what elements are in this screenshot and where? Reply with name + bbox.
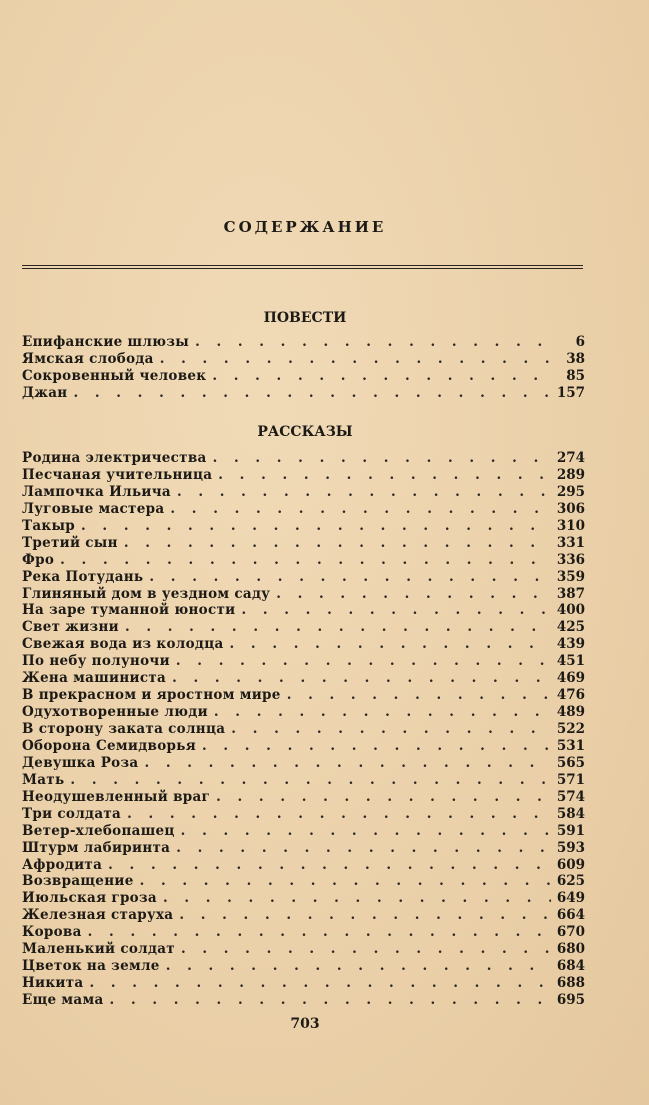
dot-leader	[181, 823, 551, 840]
toc-entry	[22, 535, 585, 552]
toc-entry-title: В прекрасном и яростном мире	[22, 687, 281, 704]
dot-leader	[176, 653, 551, 670]
toc-entry-title: На заре туманной юности	[22, 602, 236, 619]
title-rule-top	[22, 265, 583, 266]
toc-entry	[22, 772, 585, 789]
toc-entry-title: Три солдата	[22, 805, 122, 822]
toc-entry	[22, 890, 585, 907]
toc-entry-title: Ветер-хлебопашец	[22, 822, 175, 839]
toc-entry-title: Песчаная учительница	[22, 466, 213, 483]
dot-leader	[70, 772, 550, 789]
toc-entry-page: 85	[566, 367, 585, 384]
toc-entry	[22, 924, 585, 941]
toc-entry-page: 649	[556, 890, 585, 907]
toc-entry-page: 591	[556, 822, 585, 839]
dot-leader	[212, 368, 551, 385]
toc-entry	[22, 334, 585, 351]
toc-entry-page: 680	[556, 941, 585, 958]
toc-entry-title: Одухотворенные люди	[22, 704, 208, 721]
dot-leader	[60, 552, 551, 569]
toc-entry-title: Цветок на земле	[22, 958, 160, 975]
page-number: 703	[290, 1016, 320, 1032]
dot-leader	[287, 687, 551, 704]
toc-entry	[22, 484, 585, 501]
toc-entry-page: 387	[556, 585, 585, 602]
dot-leader	[144, 755, 550, 772]
toc-entry	[22, 992, 585, 1009]
toc-entry-page: 670	[556, 924, 585, 941]
toc-entry-page: 306	[556, 500, 585, 517]
toc-entry-title: Штурм лабиринта	[22, 839, 171, 856]
toc-entry	[22, 385, 585, 402]
toc-entry-title: Луговые мастера	[22, 500, 165, 517]
toc-entry-page: 359	[556, 568, 585, 585]
section-heading-povesti: ПОВЕСТИ	[263, 310, 347, 326]
toc-entry-page: 574	[556, 788, 585, 805]
toc-entry	[22, 789, 585, 806]
toc-entry-title: Афродита	[22, 856, 103, 873]
toc-list-povesti	[22, 334, 585, 402]
toc-entry-title: Свет жизни	[22, 619, 119, 636]
toc-entry-title: Лампочка Ильича	[22, 483, 171, 500]
toc-entry	[22, 941, 585, 958]
toc-entry-page: 625	[556, 873, 585, 890]
toc-entry	[22, 636, 585, 653]
toc-entry	[22, 351, 585, 368]
toc-entry	[22, 653, 585, 670]
toc-entry-title: Июльская гроза	[22, 890, 157, 907]
toc-entry-page: 664	[556, 907, 585, 924]
toc-entry	[22, 586, 585, 603]
dot-leader	[166, 958, 551, 975]
toc-entry-page: 688	[556, 975, 585, 992]
dot-leader	[218, 467, 551, 484]
toc-entry-title: Свежая вода из колодца	[22, 636, 224, 653]
dot-leader	[160, 351, 551, 368]
toc-entry-page: 571	[556, 771, 585, 788]
dot-leader	[88, 924, 551, 941]
toc-entry-title: Возвращение	[22, 873, 134, 890]
dot-leader	[213, 450, 551, 467]
toc-entry-page: 684	[556, 958, 585, 975]
dot-leader	[89, 975, 550, 992]
toc-entry-title: В сторону заката солнца	[22, 721, 226, 737]
dot-leader	[214, 704, 551, 721]
dot-leader	[125, 619, 551, 636]
toc-entry	[22, 518, 585, 535]
toc-entry-page: 695	[556, 992, 585, 1008]
toc-entry	[22, 619, 585, 636]
dot-leader	[241, 602, 550, 619]
toc-entry	[22, 670, 585, 687]
toc-entry-title: Девушка Роза	[22, 754, 139, 771]
toc-entry-page: 565	[556, 754, 585, 771]
dot-leader	[108, 857, 551, 874]
toc-entry-page: 609	[556, 856, 585, 873]
dot-leader	[73, 385, 550, 402]
toc-entry-page: 331	[556, 534, 585, 551]
toc-entry-title: По небу полуночи	[22, 653, 170, 670]
title-rule-bottom	[22, 268, 583, 269]
dot-leader	[110, 992, 551, 1009]
toc-entry-title: Река Потудань	[22, 568, 144, 585]
toc-entry	[22, 857, 585, 874]
toc-entry-title: Епифанские шлюзы	[22, 334, 190, 350]
toc-entry	[22, 840, 585, 857]
toc-entry-title: Фро	[22, 551, 55, 568]
toc-entry-title: Жена машиниста	[22, 670, 167, 687]
toc-entry-title: Неодушевленный враг	[22, 788, 211, 805]
toc-entry	[22, 755, 585, 772]
dot-leader	[176, 840, 551, 857]
toc-entry	[22, 806, 585, 823]
dot-leader	[170, 501, 550, 518]
dot-leader	[81, 518, 551, 535]
toc-entry-title: Ямская слобода	[22, 350, 154, 367]
dot-leader	[127, 806, 551, 823]
dot-leader	[195, 334, 551, 351]
toc-entry-page: 439	[556, 636, 585, 653]
toc-entry	[22, 958, 585, 975]
dot-leader	[276, 586, 551, 603]
toc-entry-title: Третий сын	[22, 534, 118, 551]
toc-entry	[22, 552, 585, 569]
toc-entry-page: 593	[556, 839, 585, 856]
toc-entry	[22, 450, 585, 467]
dot-leader	[230, 636, 551, 653]
toc-entry-title: Еще мама	[22, 992, 104, 1008]
toc-entry-page: 310	[556, 517, 585, 534]
toc-entry	[22, 721, 585, 738]
dot-leader	[124, 535, 551, 552]
toc-entry-page: 295	[556, 483, 585, 500]
toc-entry-title: Железная старуха	[22, 907, 174, 924]
toc-entry-page: 157	[556, 384, 585, 401]
dot-leader	[149, 569, 550, 586]
toc-entry-page: 469	[556, 670, 585, 687]
toc-entry-title: Такыр	[22, 517, 76, 534]
toc-entry-title: Родина электричества	[22, 450, 207, 466]
toc-entry	[22, 873, 585, 890]
toc-entry-title: Сокровенный человек	[22, 367, 207, 384]
toc-entry	[22, 501, 585, 518]
toc-entry	[22, 368, 585, 385]
toc-entry-page: 400	[556, 602, 585, 619]
dot-leader	[177, 484, 551, 501]
toc-entry	[22, 907, 585, 924]
toc-entry	[22, 569, 585, 586]
toc-entry-title: Оборона Семидворья	[22, 737, 196, 754]
dot-leader	[231, 721, 551, 738]
dot-leader	[172, 670, 551, 687]
toc-entry-page: 476	[556, 687, 585, 704]
toc-entry	[22, 467, 585, 484]
toc-entry-page: 489	[556, 704, 585, 721]
toc-entry-title: Никита	[22, 975, 84, 992]
section-heading-rasskazy: РАССКАЗЫ	[257, 424, 353, 440]
toc-entry-page: 289	[556, 466, 585, 483]
toc-entry-page: 425	[556, 619, 585, 636]
toc-entry-title: Мать	[22, 771, 65, 788]
toc-entry-title: Глиняный дом в уездном саду	[22, 585, 271, 602]
dot-leader	[216, 789, 551, 806]
toc-entry	[22, 975, 585, 992]
toc-entry-page: 38	[566, 350, 585, 367]
toc-entry-page: 522	[556, 721, 585, 737]
toc-entry-title: Корова	[22, 924, 82, 941]
page-title: СОДЕРЖАНИЕ	[223, 218, 387, 236]
toc-list-rasskazy	[22, 450, 585, 1009]
toc-entry-page: 584	[556, 805, 585, 822]
toc-entry-page: 336	[556, 551, 585, 568]
toc-entry-page: 531	[556, 737, 585, 754]
dot-leader	[140, 873, 551, 890]
dot-leader	[163, 890, 551, 907]
dot-leader	[202, 738, 551, 755]
toc-entry-page: 274	[556, 450, 585, 466]
dot-leader	[181, 941, 551, 958]
toc-entry-title: Джан	[22, 384, 68, 401]
dot-leader	[179, 907, 550, 924]
toc-entry	[22, 738, 585, 755]
toc-entry-title: Маленький солдат	[22, 941, 175, 958]
toc-entry	[22, 602, 585, 619]
toc-entry-page: 451	[556, 653, 585, 670]
toc-entry-page: 6	[575, 334, 585, 350]
toc-entry	[22, 687, 585, 704]
toc-entry	[22, 704, 585, 721]
toc-entry	[22, 823, 585, 840]
